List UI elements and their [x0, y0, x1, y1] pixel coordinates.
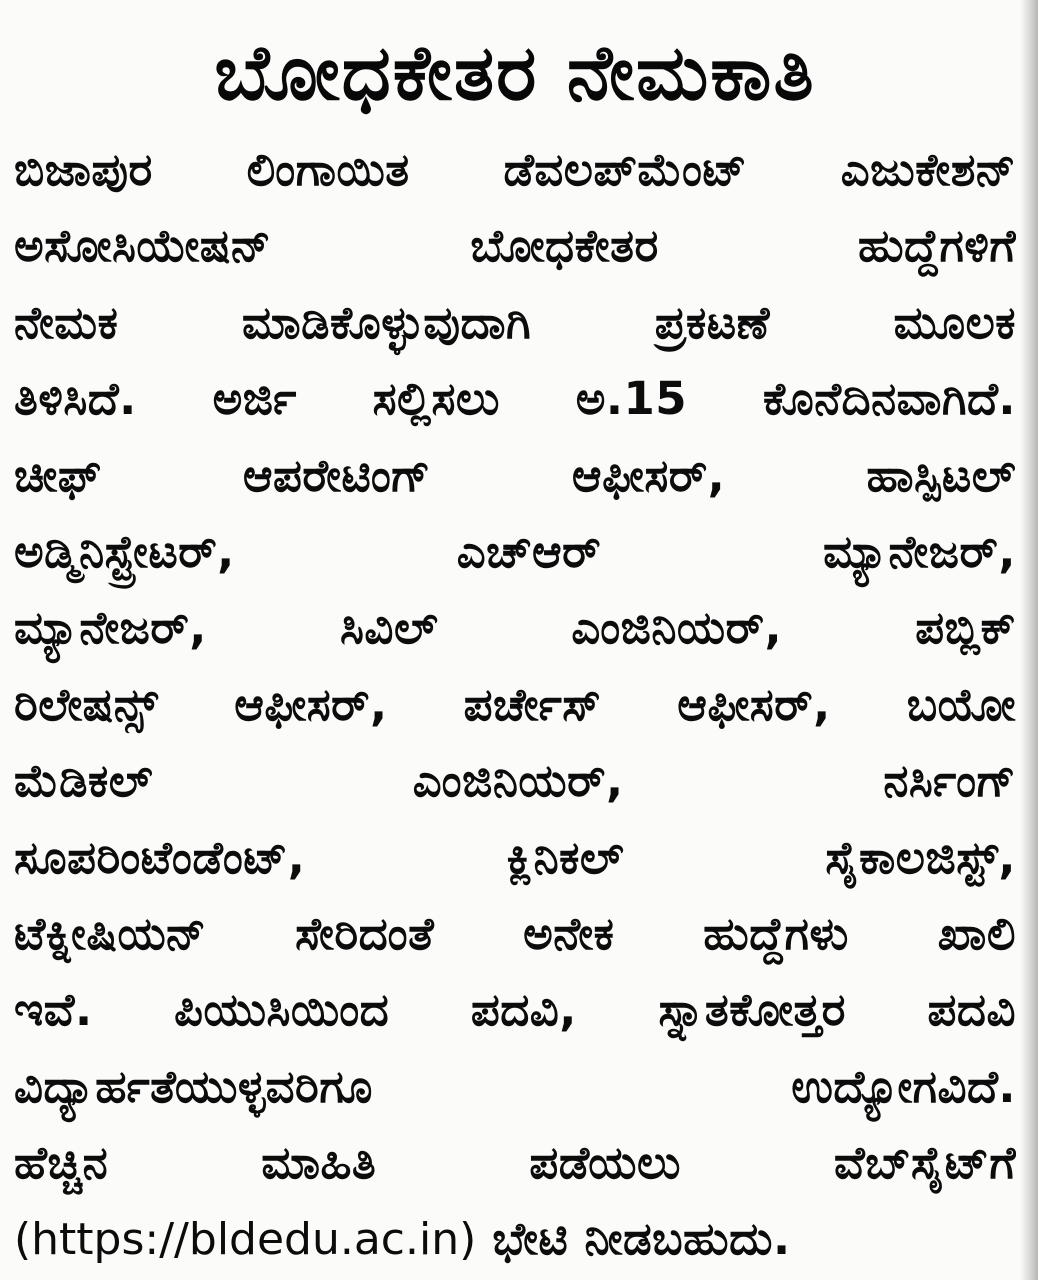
article-line-7: ಮ್ಯಾನೇಜರ್, ಸಿವಿಲ್ ಎಂಜಿನಿಯರ್, ಪಬ್ಲಿಕ್: [14, 601, 1016, 655]
article-line-11: ಟೆಕ್ನೀಷಿಯನ್ ಸೇರಿದಂತೆ ಅನೇಕ ಹುದ್ದೆಗಳು ಖಾಲಿ: [14, 906, 1016, 960]
article-line-2: ಅಸೋಸಿಯೇಷನ್ ಬೋಧಕೇತರ ಹುದ್ದೆಗಳಿಗೆ: [14, 219, 1016, 273]
article-line-12: ಇವೆ. ಪಿಯುಸಿಯಿಂದ ಪದವಿ, ಸ್ನಾತಕೋತ್ತರ ಪದವಿ: [14, 983, 1016, 1037]
article-line-13: ವಿದ್ಯಾರ್ಹತೆಯುಳ್ಳವರಿಗೂ ಉದ್ಯೋಗವಿದೆ.: [14, 1059, 1016, 1113]
article-line-5: ಚೀಫ್ ಆಪರೇಟಿಂಗ್ ಆಫೀಸರ್, ಹಾಸ್ಪಿಟಲ್: [14, 448, 1016, 502]
article-body: [14, 132, 1016, 1278]
closing-text: ಭೇಟಿ ನೀಡಬಹುದು.: [476, 1212, 791, 1266]
website-url: (https://bldedu.ac.in): [14, 1214, 477, 1266]
article-line-9: ಮೆಡಿಕಲ್ ಎಂಜಿನಿಯರ್, ನರ್ಸಿಂಗ್: [14, 754, 1016, 808]
article-line-6: ಅಡ್ಮಿನಿಸ್ಟ್ರೇಟರ್, ಎಚ್‌ಆರ್ ಮ್ಯಾನೇಜರ್,: [14, 524, 1016, 578]
article-line-4: ತಿಳಿಸಿದೆ. ಅರ್ಜಿ ಸಲ್ಲಿಸಲು ಅ.15 ಕೊನೆದಿನವಾಗಿದೆ.: [14, 372, 1016, 426]
page-edge-shadow: [1020, 0, 1038, 1280]
article-line-3: ನೇಮಕ ಮಾಡಿಕೊಳ್ಳುವುದಾಗಿ ಪ್ರಕಟಣೆ ಮೂಲಕ: [14, 295, 1016, 349]
article-line-14: ಹೆಚ್ಚಿನ ಮಾಹಿತಿ ಪಡೆಯಲು ವೆಬ್‌ಸೈಟ್‌ಗೆ: [14, 1136, 1016, 1190]
article-line-10: ಸೂಪರಿಂಟೆಂಡೆಂಟ್, ಕ್ಲಿನಿಕಲ್ ಸೈಕಾಲಜಿಸ್ಟ್,: [14, 830, 1016, 884]
article-line-8: ರಿಲೇಷನ್ಸ್ ಆಫೀಸರ್, ಪರ್ಚೇಸ್ ಆಫೀಸರ್, ಬಯೋ: [14, 677, 1016, 731]
headline: ಬೋಧಕೇತರ ನೇಮಕಾತಿ: [214, 28, 816, 117]
article-line-15: [14, 1201, 1016, 1277]
article-line-1: ಬಿಜಾಪುರ ಲಿಂಗಾಯಿತ ಡೆವಲಪ್‌ಮೆಂಟ್ ಎಜುಕೇಶನ್: [14, 143, 1016, 196]
